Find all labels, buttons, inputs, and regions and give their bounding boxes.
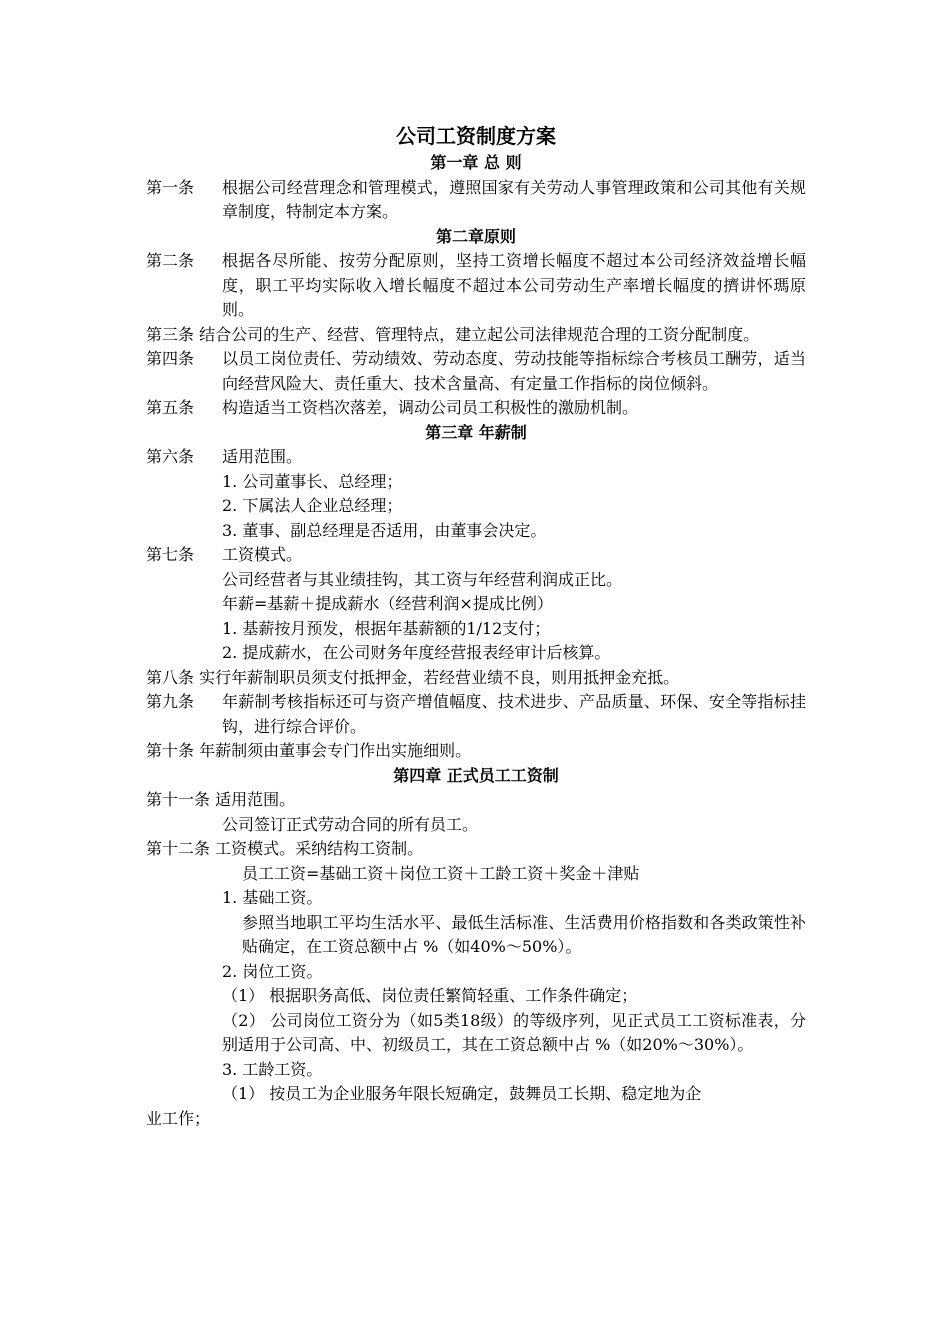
article-11-label: 第十一条 [146,790,211,809]
article-4-label: 第四条 [146,349,195,368]
article-3-label: 第三条 [146,324,195,344]
article-1-body: 根据公司经营理念和管理模式，遵照国家有关劳动人事管理政策和公司其他有关规章制度，特制定本方案。 [222,177,806,221]
section-2-title: 2. 岗位工资。 [222,961,323,981]
article-10-label: 第十条 [146,741,195,760]
article-7-body: 工资模式。 [222,545,303,564]
article-3 [146,323,806,348]
article-8 [146,666,806,691]
article-10 [146,739,806,764]
section-2-paragraph-1: （1） 根据职务高低、岗位责任繁简轻重、工作条件确定； [222,986,638,1005]
article-6-body: 适用范围。 [222,447,303,466]
article-1-label: 第一条 [146,177,195,197]
article-12-label: 第十二条 [146,839,211,858]
chapter-4-heading: 第四章 正式员工工资制 [393,765,559,785]
chapter-2-heading: 第二章原则 [435,226,516,246]
article-11-body: 适用范围。 [215,790,296,809]
article-6-item-1: 1. 公司董事长、总经理； [222,471,403,491]
article-6-label: 第六条 [146,447,195,466]
article-2-label: 第二条 [146,251,195,270]
article-1 [146,176,806,225]
section-1-body: 参照当地职工平均生活水平、最低生活标准、生活费用价格指数和各类政策性补贴确定，在工资总额中占 %（如40%～50%）。 [242,912,806,956]
article-12-formula: 员工工资=基础工资＋岗位工资＋工龄工资＋奖金＋津贴 [242,863,640,883]
chapter-1-heading: 第一章 总 则 [430,153,522,172]
article-10-body: 年薪制须由董事会专门作出实施细则。 [199,741,472,760]
article-11 [146,788,806,813]
article-9-label: 第九条 [146,692,195,711]
section-1-title: 1. 基础工资。 [222,888,323,907]
article-7-paragraph-2: 年薪=基薪＋提成薪水（经营利润×提成比例） [222,594,553,613]
article-7-item-2: 2. 提成薪水，在公司财务年度经营报表经审计后核算。 [222,643,611,662]
article-8-label: 第八条 [146,667,195,687]
article-7-label: 第七条 [146,545,195,564]
article-12-body: 工资模式。采纳结构工资制。 [215,839,424,858]
article-9-body: 年薪制考核指标还可与资产增值幅度、技术进步、产品质量、环保、安全等指标挂钩，进行综合评价。 [222,692,806,736]
article-2-body: 根据各尽所能、按劳分配原则，坚持工资增长幅度不超过本公司经济效益增长幅度，职工平均实际收入增长幅度不超过本公司劳动生产率增长幅度的擠讲怀瑪原则。 [222,251,806,319]
section-3-paragraph-1: （1） 按员工为企业服务年限长短确定，鼓舞员工长期、稳定地为企 [222,1084,702,1103]
article-7 [146,543,806,568]
chapter-3-heading: 第三章 年薪制 [425,422,527,442]
article-6 [146,445,806,470]
article-12 [146,837,806,862]
article-7-item-1: 1. 基薪按月预发，根据年基薪额的1/12支付； [222,618,551,638]
article-4 [146,347,806,396]
article-7-paragraph-1: 公司经营者与其业绩挂钩，其工资与年经营利润成正比。 [222,569,623,589]
article-8-body: 实行年薪制职员须支付抵押金，若经营业绩不良，则用抵押金充抵。 [199,667,680,687]
section-2-paragraph-2: （2） 公司岗位工资分为（如5类18级）的等级序列，见正式员工工资标准表，分别适用于公司高、中、初级员工，其在工资总额中占 %（如20%～30%）。 [222,1010,806,1054]
document-page [146,121,806,1131]
article-9 [146,690,806,739]
article-11-paragraph-1: 公司签订正式劳动合同的所有员工。 [222,814,479,834]
article-4-body: 以员工岗位责任、劳动绩效、劳动态度、劳动技能等指标综合考核员工酬劳，适当向经营风险大、责任重大、技术含量高、有定量工作指标的岗位倾斜。 [222,349,806,393]
article-5-body: 构造适当工资档次落差，调动公司员工积极性的激励机制。 [222,398,639,417]
section-3-title: 3. 工龄工资。 [222,1059,323,1079]
article-2 [146,249,806,323]
article-6-item-2: 2. 下属法人企业总经理； [222,496,403,515]
document-title: 公司工资制度方案 [396,124,556,148]
article-5-label: 第五条 [146,398,195,417]
section-3-paragraph-1-continued: 业工作； [146,1108,211,1128]
article-3-body: 结合公司的生产、经营、管理特点，建立起公司法律规范合理的工资分配制度。 [199,324,760,344]
article-5 [146,396,806,421]
article-6-item-3: 3. 董事、副总经理是否适用，由董事会决定。 [222,520,547,540]
